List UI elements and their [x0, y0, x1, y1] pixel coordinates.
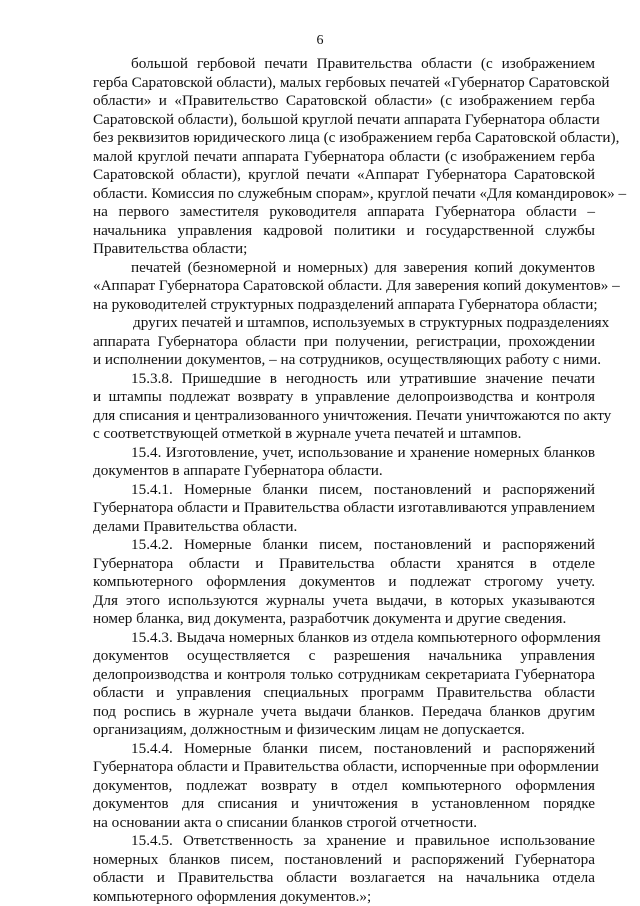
text-line: на основании акта о списании бланков строгой отчетности.: [93, 814, 595, 833]
text-line: Правительства области;: [93, 240, 595, 259]
text-line: на руководителей структурных подразделений аппарата Губернатора области;: [93, 296, 595, 315]
text-line: большой гербовой печати Правительства области (с изображением: [93, 55, 595, 74]
text-line: 15.4.4. Номерные бланки писем, постановлений и распоряжений: [93, 740, 595, 759]
text-line: Губернатора области и Правительства области изготавливаются управлением: [93, 499, 595, 518]
text-line: документов в аппарате Губернатора области.: [93, 462, 595, 481]
text-line: Саратовской области), большой круглой печати аппарата Губернатора области: [93, 111, 595, 130]
text-line: «Аппарат Губернатора Саратовской области. Для заверения копий документов» –: [93, 277, 595, 296]
text-line: печатей (безномерной и номерных) для заверения копий документов: [93, 259, 595, 278]
page-number: 6: [0, 33, 640, 49]
text-line: и исполнении документов, – на сотрудников, осуществляющих работу с ними.: [93, 351, 595, 370]
text-line: 15.4.1. Номерные бланки писем, постановлений и распоряжений: [93, 481, 595, 500]
text-line: Саратовской области), круглой печати «Аппарат Губернатора Саратовской: [93, 166, 595, 185]
text-line: документов осуществляется с разрешения начальника управления: [93, 647, 595, 666]
text-line: области» и «Правительство Саратовской области» (с изображением герба: [93, 92, 595, 111]
text-line: начальника управления кадровой политики и государственной службы: [93, 222, 595, 241]
text-line: документов, подлежат возврату в отдел компьютерного оформления: [93, 777, 595, 796]
text-line: малой круглой печати аппарата Губернатора области (с изображением герба: [93, 148, 595, 167]
text-line: области и Правительства области возлагается на начальника отдела: [93, 869, 595, 888]
text-line: аппарата Губернатора области при получении, регистрации, прохождении: [93, 333, 595, 352]
text-line: 15.3.8. Пришедшие в негодность или утратившие значение печати: [93, 370, 595, 389]
text-line: герба Саратовской области), малых гербовых печатей «Губернатор Саратовской: [93, 74, 595, 93]
text-line: организациям, должностным и физическим лицам не допускается.: [93, 721, 595, 740]
text-line: 15.4.2. Номерные бланки писем, постановлений и распоряжений: [93, 536, 595, 555]
text-line: Губернатора области и Правительства области, испорченные при оформлении: [93, 758, 595, 777]
text-line: делопроизводства и контроля только сотрудникам секретариата Губернатора: [93, 666, 595, 685]
text-line: 15.4. Изготовление, учет, использование и хранение номерных бланков: [93, 444, 595, 463]
text-line: на первого заместителя руководителя аппарата Губернатора области –: [93, 203, 595, 222]
document-body: [93, 55, 595, 906]
text-line: без реквизитов юридического лица (с изображением герба Саратовской области),: [93, 129, 595, 148]
text-line: 15.4.3. Выдача номерных бланков из отдела компьютерного оформления: [93, 629, 595, 648]
text-line: компьютерного оформления документов и подлежат строгому учету.: [93, 573, 595, 592]
text-line: номер бланка, вид документа, разработчик документа и другие сведения.: [93, 610, 595, 629]
text-line: компьютерного оформления документов.»;: [93, 888, 595, 906]
text-line: других печатей и штампов, используемых в структурных подразделениях: [93, 314, 595, 333]
text-line: номерных бланков писем, постановлений и распоряжений Губернатора: [93, 851, 595, 870]
text-line: под роспись в журнале учета выдачи бланков. Передача бланков другим: [93, 703, 595, 722]
text-line: документов для списания и уничтожения в установленном порядке: [93, 795, 595, 814]
text-line: Для этого используются журналы учета выдачи, в которых указываются: [93, 592, 595, 611]
text-line: с соответствующей отметкой в журнале учета печатей и штампов.: [93, 425, 595, 444]
text-line: делами Правительства области.: [93, 518, 595, 537]
text-line: и штампы подлежат возврату в управление делопроизводства и контроля: [93, 388, 595, 407]
text-line: 15.4.5. Ответственность за хранение и правильное использование: [93, 832, 595, 851]
text-line: для списания и централизованного уничтожения. Печати уничтожаются по акту: [93, 407, 595, 426]
text-line: области. Комиссия по служебным спорам», круглой печати «Для командировок» –: [93, 185, 595, 204]
text-line: Губернатора области и Правительства области хранятся в отделе: [93, 555, 595, 574]
text-line: области и управления специальных программ Правительства области: [93, 684, 595, 703]
